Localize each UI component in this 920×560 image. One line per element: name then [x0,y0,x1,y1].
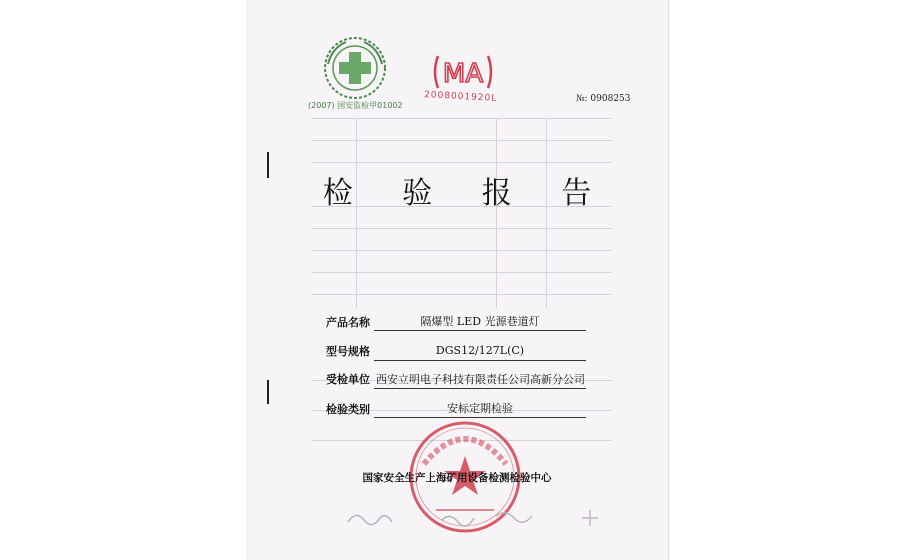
field-underline [374,388,586,389]
field-label-inspected-unit: 受检单位 [326,373,370,386]
binding-mark-bottom [267,380,269,404]
field-value-inspected-unit: 西安立明电子科技有限责任公司高新分公司 [376,373,585,386]
field-value-product-name: 隔爆型 LED 光源巷道灯 [420,315,540,328]
cma-text: MA [442,59,484,89]
field-label-inspection-type: 检验类别 [326,403,370,416]
certification-caption: (2007) 国安监检甲01002 [308,101,403,110]
report-title: 检 验 报 告 [322,176,612,211]
cma-code: 2008001920L [423,90,498,104]
report-number: №: 0908253 [576,94,631,104]
field-underline [374,330,586,331]
field-label-product-name: 产品名称 [326,316,370,329]
issuing-institution: 国家安全生产上海矿用设备检测检验中心 [362,472,552,484]
safety-certification-logo-icon [318,34,392,104]
field-label-model: 型号规格 [326,345,370,358]
cma-stamp-icon [428,50,498,94]
handwritten-signatures-icon [346,506,626,530]
report-page [246,0,668,560]
field-value-model: DGS12/127L(C) [435,344,525,357]
field-value-inspection-type: 安标定期检验 [447,402,513,415]
field-underline [374,360,586,361]
